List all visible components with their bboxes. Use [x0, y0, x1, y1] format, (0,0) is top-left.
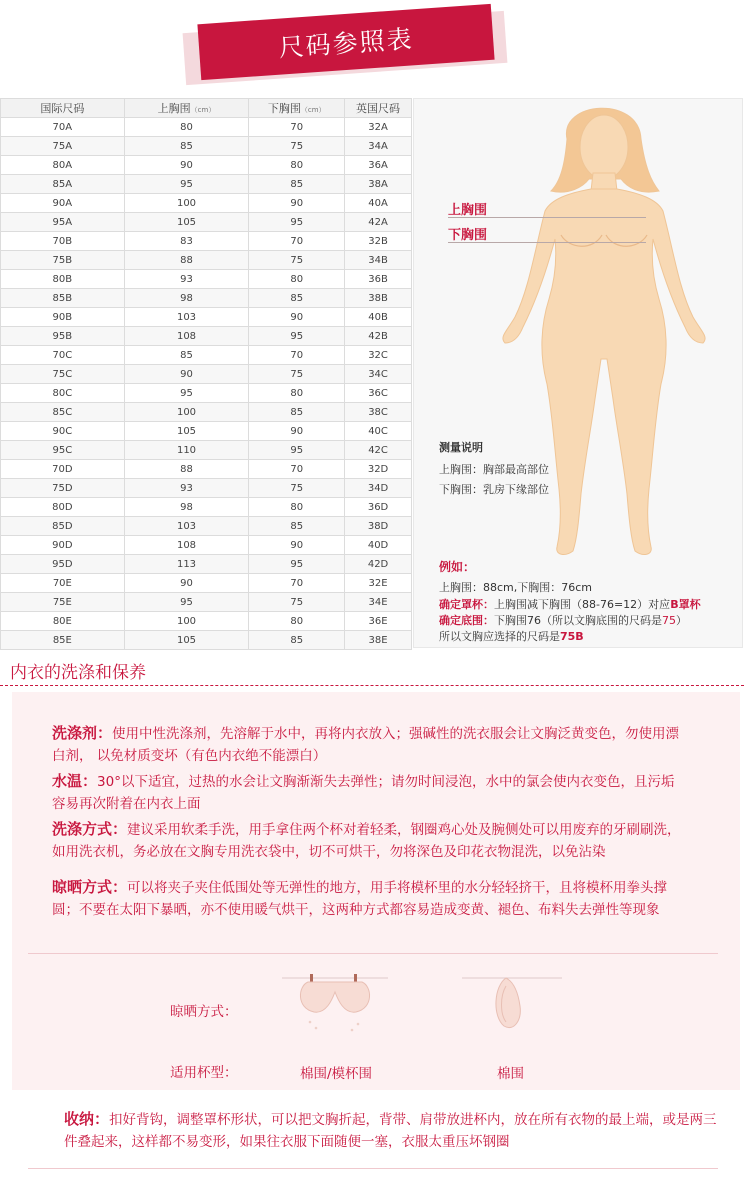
example-cup-line	[439, 596, 701, 612]
table-cell: 108	[124, 536, 249, 555]
table-cell: 95	[249, 441, 345, 460]
table-cell: 103	[124, 308, 249, 327]
care-wash-key: 洗涤方式：	[52, 820, 128, 838]
care-water-key: 水温：	[52, 772, 98, 790]
care-inner-divider	[28, 953, 718, 954]
table-cell: 75	[249, 137, 345, 156]
table-cell: 90	[249, 422, 345, 441]
measure-lower-text: 下胸围：乳房下缘部位	[439, 483, 549, 496]
table-cell: 75A	[1, 137, 125, 156]
size-table	[0, 98, 412, 650]
measure-title: 测量说明	[439, 441, 483, 454]
table-cell: 85	[249, 289, 345, 308]
table-cell: 85C	[1, 403, 125, 422]
table-cell: 113	[124, 555, 249, 574]
example-band-key: 确定底围：	[439, 614, 494, 627]
example-title: 例如：	[439, 560, 476, 574]
table-cell: 80	[249, 156, 345, 175]
table-cell: 85	[249, 631, 345, 650]
example-band-line	[439, 612, 687, 628]
care-water-text: 30°以下适宜，过热的水会让文胸渐渐失去弹性；请勿时间浸泡，水中的氯会使内衣变色，且污垢容易再次附着在内衣上面	[52, 774, 675, 812]
table-cell: 80B	[1, 270, 125, 289]
table-cell: 98	[124, 498, 249, 517]
table-cell: 85	[249, 175, 345, 194]
table-cell: 70C	[1, 346, 125, 365]
care-section-title: 内衣的洗涤和保养	[10, 663, 146, 683]
table-cell: 36E	[345, 612, 412, 631]
table-cell: 70A	[1, 118, 125, 137]
table-cell: 80	[249, 270, 345, 289]
table-row	[1, 441, 412, 460]
table-cell: 90	[124, 156, 249, 175]
table-cell: 38D	[345, 517, 412, 536]
table-row	[1, 479, 412, 498]
table-cell: 83	[124, 232, 249, 251]
table-cell: 42D	[345, 555, 412, 574]
table-row	[1, 422, 412, 441]
table-cell: 70	[249, 346, 345, 365]
table-cell: 95	[124, 384, 249, 403]
table-cell: 40D	[345, 536, 412, 555]
care-divider	[0, 685, 744, 686]
table-cell: 85	[249, 517, 345, 536]
table-cell: 34E	[345, 593, 412, 612]
table-cell: 85	[124, 137, 249, 156]
table-row	[1, 156, 412, 175]
table-row	[1, 631, 412, 650]
table-cell: 36A	[345, 156, 412, 175]
cup-type-1: 棉围/模杯围	[300, 1066, 373, 1082]
table-cell: 85A	[1, 175, 125, 194]
table-cell: 34C	[345, 365, 412, 384]
table-cell: 32D	[345, 460, 412, 479]
table-row	[1, 194, 412, 213]
dry-method-label: 晾晒方式：	[170, 1004, 238, 1020]
table-cell: 100	[124, 612, 249, 631]
example-final-value: 75B	[560, 630, 584, 643]
table-cell: 85	[124, 346, 249, 365]
table-cell: 85E	[1, 631, 125, 650]
table-row	[1, 593, 412, 612]
cup-type-label: 适用杯型：	[170, 1065, 238, 1081]
table-row	[1, 308, 412, 327]
table-row	[1, 517, 412, 536]
table-cell: 70	[249, 232, 345, 251]
table-cell: 110	[124, 441, 249, 460]
table-cell: 95	[124, 175, 249, 194]
measure-figure-panel	[413, 98, 743, 648]
example-cup-result: B罩杯	[670, 598, 701, 611]
measure-upper-text: 上胸围：胸部最高部位	[439, 463, 549, 476]
table-row	[1, 137, 412, 156]
care-wash	[52, 818, 682, 863]
table-cell: 34D	[345, 479, 412, 498]
table-row	[1, 175, 412, 194]
care-dry-key: 晾晒方式：	[52, 878, 128, 896]
col-header-label: 下胸围	[267, 102, 301, 115]
care-storage	[64, 1108, 724, 1153]
table-row	[1, 213, 412, 232]
table-row	[1, 612, 412, 631]
bottom-divider	[28, 1168, 718, 1169]
table-cell: 105	[124, 631, 249, 650]
table-cell: 95D	[1, 555, 125, 574]
col-header-upper-bust	[124, 99, 249, 118]
col-header-uk-size: 英国尺码	[345, 99, 412, 118]
table-cell: 38A	[345, 175, 412, 194]
table-row	[1, 555, 412, 574]
example-band-close: ）	[676, 614, 687, 627]
bra-clip-drying-icon	[280, 970, 390, 1035]
table-cell: 70	[249, 460, 345, 479]
table-row	[1, 536, 412, 555]
table-cell: 36D	[345, 498, 412, 517]
table-cell: 90D	[1, 536, 125, 555]
table-cell: 75	[249, 251, 345, 270]
table-cell: 95C	[1, 441, 125, 460]
table-cell: 32A	[345, 118, 412, 137]
table-row	[1, 289, 412, 308]
table-cell: 88	[124, 251, 249, 270]
table-cell: 88	[124, 460, 249, 479]
table-cell: 36B	[345, 270, 412, 289]
table-cell: 98	[124, 289, 249, 308]
table-cell: 93	[124, 270, 249, 289]
table-header-row	[1, 99, 412, 118]
table-cell: 70D	[1, 460, 125, 479]
table-cell: 34A	[345, 137, 412, 156]
care-storage-text: 扣好背钩，调整罩杯形状，可以把文胸折起，背带、肩带放进杯内，放在所有衣物的最上端，或是两三件叠起来，这样都不易变形，如果往衣服下面随便一塞，衣服太重压坏钢圈	[64, 1112, 717, 1150]
care-dry	[52, 876, 682, 921]
table-cell: 90B	[1, 308, 125, 327]
table-cell: 70B	[1, 232, 125, 251]
page-title: 尺码参照表	[197, 4, 494, 80]
upper-bust-label: 上胸围	[448, 203, 488, 218]
table-row	[1, 384, 412, 403]
care-water	[52, 770, 682, 815]
table-cell: 36C	[345, 384, 412, 403]
table-cell: 90	[124, 365, 249, 384]
example-cup-key: 确定罩杯：	[439, 598, 494, 611]
example-band-text: 下胸围76（所以文胸底围的尺码是	[494, 614, 662, 627]
table-row	[1, 460, 412, 479]
table-cell: 80	[124, 118, 249, 137]
table-cell: 75B	[1, 251, 125, 270]
table-cell: 34B	[345, 251, 412, 270]
table-cell: 80C	[1, 384, 125, 403]
table-row	[1, 251, 412, 270]
table-cell: 80D	[1, 498, 125, 517]
table-row	[1, 403, 412, 422]
example-band-value: 75	[662, 614, 676, 627]
female-figure-illustration	[489, 99, 719, 569]
care-wash-text: 建议采用软柔手洗，用手拿住两个杯对着轻柔，钢圈鸡心处及腕侧处可以用废弃的牙刷刷洗，如用洗衣机，务必放在文胸专用洗衣袋中，切不可烘干，勿将深色及印花衣物混洗，以免沾染	[52, 822, 681, 860]
table-cell: 100	[124, 403, 249, 422]
table-cell: 75C	[1, 365, 125, 384]
col-header-unit: （cm）	[300, 106, 326, 114]
table-row	[1, 365, 412, 384]
size-table-body	[1, 118, 412, 650]
table-cell: 85B	[1, 289, 125, 308]
table-cell: 40C	[345, 422, 412, 441]
table-cell: 75	[249, 365, 345, 384]
table-cell: 95	[249, 213, 345, 232]
table-cell: 85D	[1, 517, 125, 536]
table-cell: 32C	[345, 346, 412, 365]
example-line-1: 上胸围：88cm,下胸围：76cm	[439, 581, 593, 594]
table-cell: 75	[249, 593, 345, 612]
table-cell: 95A	[1, 213, 125, 232]
table-cell: 70E	[1, 574, 125, 593]
table-cell: 100	[124, 194, 249, 213]
example-cup-text: 上胸围减下胸围（88-76=12）对应	[494, 598, 671, 611]
table-cell: 42C	[345, 441, 412, 460]
table-cell: 70	[249, 574, 345, 593]
table-cell: 95B	[1, 327, 125, 346]
col-header-under-bust	[249, 99, 345, 118]
table-row	[1, 346, 412, 365]
bra-fold-drying-icon	[460, 972, 565, 1034]
table-cell: 42A	[345, 213, 412, 232]
care-detergent-text: 使用中性洗涤剂，先溶解于水中，再将内衣放入；强碱性的洗衣服会让文胸泛黄变色，勿使用漂白剂， 以免材质变坏（有色内衣绝不能漂白）	[52, 726, 680, 764]
care-dry-text: 可以将夹子夹住低围处等无弹性的地方，用手将模杯里的水分轻轻挤干，且将模杯用拳头撑圆；不要在太阳下暴晒，亦不使用暖气烘干，这两种方式都容易造成变黄、褪色、布料失去弹性等现象	[52, 880, 668, 918]
table-cell: 75E	[1, 593, 125, 612]
table-cell: 95	[249, 555, 345, 574]
table-cell: 70	[249, 118, 345, 137]
table-cell: 38E	[345, 631, 412, 650]
example-final-text: 所以文胸应选择的尺码是	[439, 630, 560, 643]
table-cell: 103	[124, 517, 249, 536]
table-cell: 90A	[1, 194, 125, 213]
under-bust-label: 下胸围	[448, 228, 488, 243]
table-row	[1, 232, 412, 251]
cup-type-2: 棉围	[497, 1066, 524, 1082]
table-cell: 105	[124, 422, 249, 441]
table-row	[1, 498, 412, 517]
table-cell: 32E	[345, 574, 412, 593]
table-cell: 90C	[1, 422, 125, 441]
example-final-line	[439, 628, 584, 644]
table-row	[1, 270, 412, 289]
table-cell: 90	[249, 536, 345, 555]
care-detergent-key: 洗涤剂：	[52, 724, 113, 742]
table-cell: 38C	[345, 403, 412, 422]
table-cell: 80A	[1, 156, 125, 175]
table-cell: 85	[249, 403, 345, 422]
table-cell: 75	[249, 479, 345, 498]
table-cell: 105	[124, 213, 249, 232]
table-cell: 90	[124, 574, 249, 593]
table-cell: 75D	[1, 479, 125, 498]
table-cell: 90	[249, 194, 345, 213]
table-cell: 38B	[345, 289, 412, 308]
table-row	[1, 327, 412, 346]
table-cell: 90	[249, 308, 345, 327]
col-header-unit: （cm）	[190, 106, 216, 114]
table-cell: 40A	[345, 194, 412, 213]
care-storage-key: 收纳：	[64, 1110, 110, 1128]
table-cell: 80	[249, 384, 345, 403]
col-header-intl-size: 国际尺码	[1, 99, 125, 118]
table-cell: 93	[124, 479, 249, 498]
care-detergent	[52, 722, 682, 767]
table-cell: 40B	[345, 308, 412, 327]
table-cell: 80E	[1, 612, 125, 631]
table-cell: 108	[124, 327, 249, 346]
table-cell: 32B	[345, 232, 412, 251]
table-row	[1, 574, 412, 593]
table-cell: 95	[249, 327, 345, 346]
table-cell: 80	[249, 612, 345, 631]
table-cell: 95	[124, 593, 249, 612]
table-cell: 42B	[345, 327, 412, 346]
table-cell: 80	[249, 498, 345, 517]
col-header-label: 上胸围	[157, 102, 191, 115]
table-row	[1, 118, 412, 137]
